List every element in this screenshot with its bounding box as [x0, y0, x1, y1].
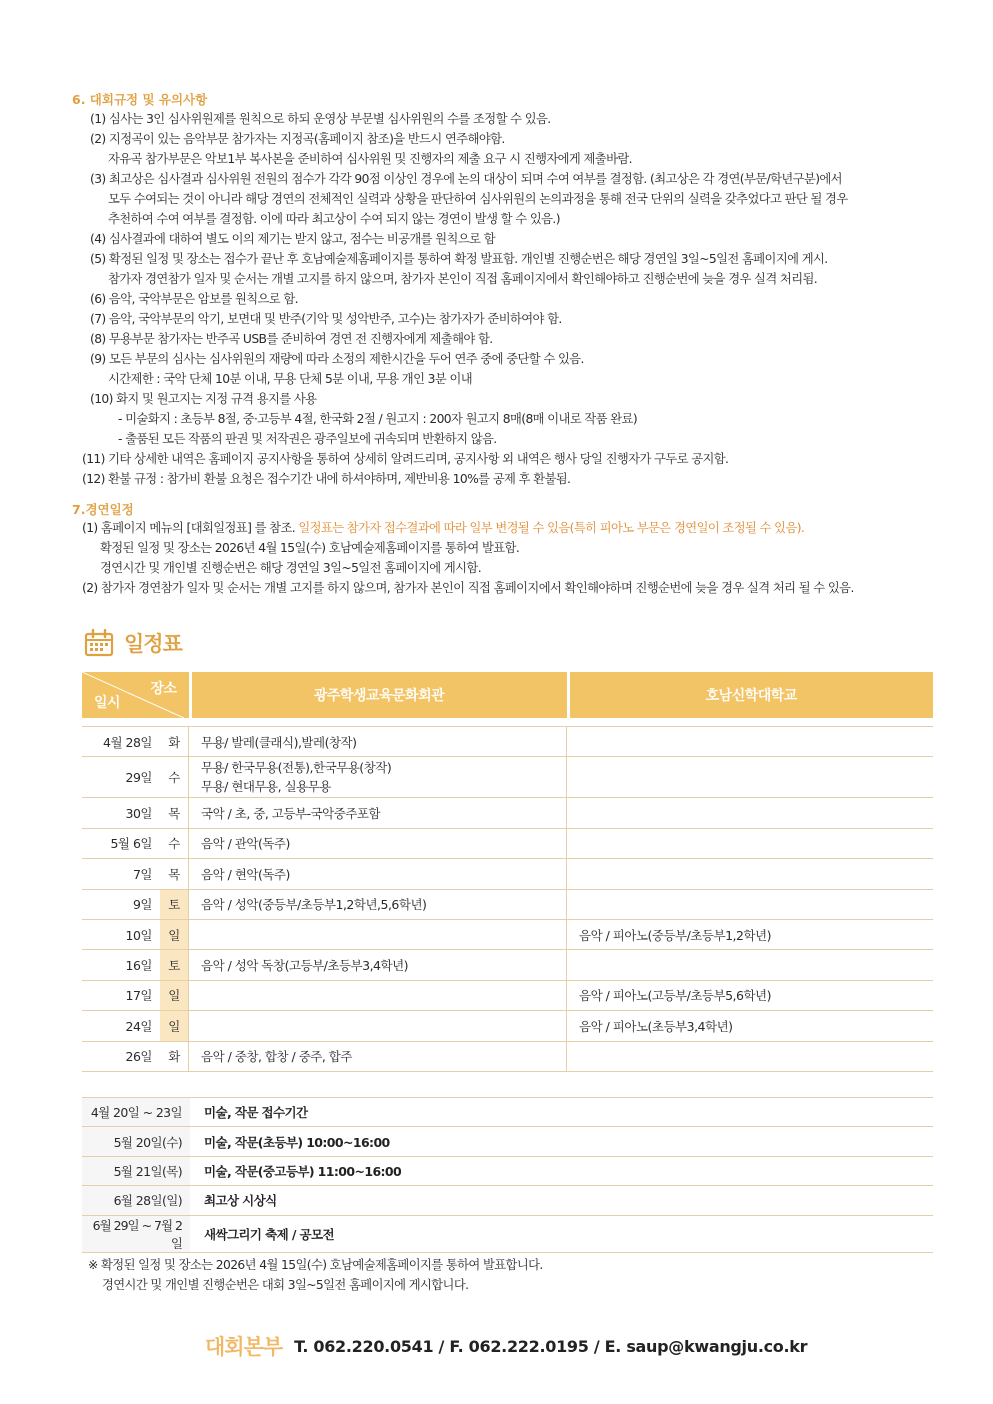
row-venue1: 무용/ 발레(클래식),발레(창작) [189, 727, 567, 757]
row-venue2 [567, 950, 934, 980]
row-date: 30일 [82, 798, 160, 828]
row-day: 화 [160, 727, 189, 757]
row-venue1: 음악 / 관악(독주) [189, 828, 567, 858]
row-venue1-line: 무용/ 현대무용, 실용무용 [201, 779, 331, 795]
rule-line: (11) 기타 상세한 내역은 홈페이지 공지사항을 통하여 상세히 알려드리며, 공지사항 외 내역은 행사 당일 진행자가 구두로 공지함. [82, 452, 729, 466]
corner-cell [82, 672, 189, 718]
event-date: 4월 20일 ~ 23일 [82, 1098, 190, 1127]
schedule-change-warning: 일정표는 참가자 접수결과에 따라 일부 변경될 수 있음(특히 피아노 부문은 경연일이 조정될 수 있음). [298, 521, 805, 535]
events-table [82, 1097, 933, 1253]
schedule-note-line [82, 519, 804, 537]
event-date: 6월 28일(일) [82, 1186, 190, 1215]
event-date: 5월 21일(목) [82, 1156, 190, 1185]
footer-contact: T. 062.220.0541 / F. 062.222.0195 / E. saup@kwangju.co.kr [294, 1336, 808, 1356]
row-venue2: 음악 / 피아노(고등부/초등부5,6학년) [567, 980, 934, 1010]
rule-line: (5) 확정된 일정 및 장소는 접수가 끝난 후 호남예술제홈페이지를 통하여 확정 발표함. 개인별 진행순번은 해당 경연일 3일~5일전 홈페이지에 게시. [90, 252, 828, 266]
row-date: 24일 [82, 1011, 160, 1041]
venue1-header: 광주학생교육문화회관 [192, 672, 567, 718]
row-date: 4월 28일 [82, 727, 160, 757]
corner-place-label: 장소 [150, 681, 177, 697]
event-name: 새싹그리기 축제 / 공모전 [190, 1215, 933, 1252]
row-venue1 [189, 980, 567, 1010]
schedule-row [82, 950, 933, 980]
row-day: 화 [160, 1041, 189, 1071]
row-venue1: 국악 / 초, 중, 고등부-국악중주포함 [189, 798, 567, 828]
row-date: 9일 [82, 889, 160, 919]
row-day: 일 [160, 980, 189, 1010]
event-date: 6월 29일 ~ 7월 2일 [82, 1215, 190, 1252]
schedule-row [82, 757, 933, 798]
row-venue1 [189, 757, 567, 798]
rule-line: (6) 음악, 국악부문은 암보를 원칙으로 함. [90, 292, 298, 306]
schedule-note-line: 경연시간 및 개인별 진행순번은 해당 경연일 3일~5일전 홈페이지에 게시함. [100, 561, 482, 575]
row-venue2: 음악 / 피아노(초등부3,4학년) [567, 1011, 934, 1041]
event-row [82, 1127, 933, 1156]
row-day: 목 [160, 859, 189, 889]
rule-line: 모두 수여되는 것이 아니라 해당 경연의 전체적인 실력과 상황을 판단하여 심사위원의 논의과정을 통해 전국 단위의 실력을 갖추었다고 판단 될 경우 [108, 192, 848, 206]
row-venue1 [189, 919, 567, 949]
bottom-note-line: ※ 확정된 일정 및 장소는 2026년 4월 15일(수) 호남예술제홈페이지를 통하여 발표합니다. [88, 1258, 543, 1272]
schedule-row [82, 859, 933, 889]
venue2-header: 호남신학대학교 [570, 672, 934, 718]
row-day: 토 [160, 889, 189, 919]
footer [205, 1331, 807, 1361]
rule-line: (3) 최고상은 심사결과 심사위원 전원의 점수가 각각 90점 이상인 경우에 논의 대상이 되며 수여 여부를 결정함. (최고상은 각 경연(부문/학년구분)에서 [90, 172, 842, 186]
row-venue2 [567, 889, 934, 919]
schedule-row [82, 727, 933, 757]
event-name: 미술, 작문 접수기간 [190, 1098, 933, 1127]
event-row [82, 1215, 933, 1252]
schedule-note-text: (1) 홈페이지 메뉴의 [대회일정표] 를 참조. [82, 521, 299, 535]
schedule-row [82, 889, 933, 919]
row-date: 16일 [82, 950, 160, 980]
bottom-note-line: 경연시간 및 개인별 진행순번은 대회 3일~5일전 홈페이지에 게시합니다. [102, 1278, 469, 1292]
row-venue1: 음악 / 성악(중등부/초등부1,2학년,5,6학년) [189, 889, 567, 919]
row-date: 29일 [82, 757, 160, 798]
schedule-header-row [82, 672, 933, 718]
schedule-row [82, 980, 933, 1010]
row-date: 7일 [82, 859, 160, 889]
row-date: 10일 [82, 919, 160, 949]
row-day: 토 [160, 950, 189, 980]
row-venue2 [567, 798, 934, 828]
rule-line: (8) 무용부문 참가자는 반주곡 USB를 준비하여 경연 전 진행자에게 제출해야 함. [90, 332, 493, 346]
rule-line: - 미술화지 : 초등부 8절, 중·고등부 4절, 한국화 2절 / 원고지 : 200자 원고지 8매(8매 이내로 작품 완료) [118, 412, 638, 426]
rule-line: (7) 음악, 국악부문의 악기, 보면대 및 반주(기악 및 성악반주, 고수)는 참가자가 준비하여야 함. [90, 312, 562, 326]
event-name: 최고상 시상식 [190, 1186, 933, 1215]
schedule-title: 일정표 [124, 632, 182, 656]
rule-line: (10) 화지 및 원고지는 지정 규격 용지를 사용 [90, 392, 317, 406]
event-row [82, 1156, 933, 1185]
calendar-icon [84, 629, 114, 657]
rule-line: (1) 심사는 3인 심사위원제를 원칙으로 하되 운영상 부문별 심사위원의 수를 조정할 수 있음. [90, 112, 551, 126]
schedule-note-line: (2) 참가자 경연참가 일자 및 순서는 개별 고지를 하지 않으며, 참가자 본인이 직접 홈페이지에서 확인해야하며 진행순번에 늦을 경우 실격 처리 될 수 있음. [82, 581, 854, 595]
event-row [82, 1098, 933, 1127]
row-venue2 [567, 727, 934, 757]
row-date: 17일 [82, 980, 160, 1010]
event-name: 미술, 작문(중고등부) 11:00~16:00 [190, 1156, 933, 1185]
footer-org: 대회본부 [205, 1335, 283, 1359]
schedule-row [82, 919, 933, 949]
row-venue1: 음악 / 중창, 합창 / 중주, 합주 [189, 1041, 567, 1071]
row-day: 수 [160, 757, 189, 798]
rule-line: 참가자 경연참가 일자 및 순서는 개별 고지를 하지 않으며, 참가자 본인이 직접 홈페이지에서 확인해야하고 진행순번에 늦을 경우 실격 처리됨. [108, 272, 818, 286]
row-venue1: 음악 / 성악 독창(고등부/초등부3,4학년) [189, 950, 567, 980]
rule-line: (4) 심사결과에 대하여 별도 이의 제기는 받지 않고, 점수는 비공개를 원칙으로 함 [90, 232, 495, 246]
rule-line: 추천하여 수여 여부를 결정함. 이에 따라 최고상이 수여 되지 않는 경연이 발생 할 수 있음.) [108, 212, 560, 226]
row-venue1: 음악 / 현악(독주) [189, 859, 567, 889]
rule-line: 자유곡 참가부문은 악보1부 복사본을 준비하여 심사위원 및 진행자의 제출 요구 시 진행자에게 제출바람. [108, 152, 632, 166]
spacer-row [82, 718, 933, 727]
rules-title: 6. 대회규정 및 유의사항 [72, 92, 208, 107]
schedule-heading [84, 628, 182, 658]
event-date: 5월 20일(수) [82, 1127, 190, 1156]
row-venue1 [189, 1011, 567, 1041]
row-venue1-line: 무용/ 한국무용(전통),한국무용(창작) [201, 760, 392, 776]
rule-line: (2) 지정곡이 있는 음악부문 참가자는 지정곡(홈페이지 참조)을 반드시 연주해야함. [90, 132, 505, 146]
event-row [82, 1186, 933, 1215]
row-venue2: 음악 / 피아노(중등부/초등부1,2학년) [567, 919, 934, 949]
corner-date-label: 일시 [94, 695, 121, 711]
row-date: 26일 [82, 1041, 160, 1071]
row-day: 일 [160, 1011, 189, 1041]
row-venue2 [567, 1041, 934, 1071]
schedule-table [82, 672, 933, 1072]
schedule-row [82, 1011, 933, 1041]
row-venue2 [567, 828, 934, 858]
schedule-row [82, 828, 933, 858]
row-day: 일 [160, 919, 189, 949]
row-date: 5월 6일 [82, 828, 160, 858]
row-venue2 [567, 757, 934, 798]
rule-line: (12) 환불 규정 : 참가비 환불 요청은 접수기간 내에 하셔야하며, 제반비용 10%를 공제 후 환불됨. [82, 472, 571, 486]
rule-line: (9) 모든 부문의 심사는 심사위원의 재량에 따라 소정의 제한시간을 두어 연주 중에 중단할 수 있음. [90, 352, 584, 366]
schedule-notes-title: 7.경연일정 [72, 502, 134, 517]
schedule-row [82, 1041, 933, 1071]
row-venue2 [567, 859, 934, 889]
event-name: 미술, 작문(초등부) 10:00~16:00 [190, 1127, 933, 1156]
rule-line: 시간제한 : 국악 단체 10분 이내, 무용 단체 5분 이내, 무용 개인 3분 이내 [108, 372, 473, 386]
schedule-row [82, 798, 933, 828]
schedule-note-line: 확정된 일정 및 장소는 2026년 4월 15일(수) 호남예술제홈페이지를 통하여 발표함. [100, 541, 520, 555]
row-day: 목 [160, 798, 189, 828]
rule-line: - 출품된 모든 작품의 판권 및 저작권은 광주일보에 귀속되며 반환하지 않음. [118, 432, 497, 446]
row-day: 수 [160, 828, 189, 858]
